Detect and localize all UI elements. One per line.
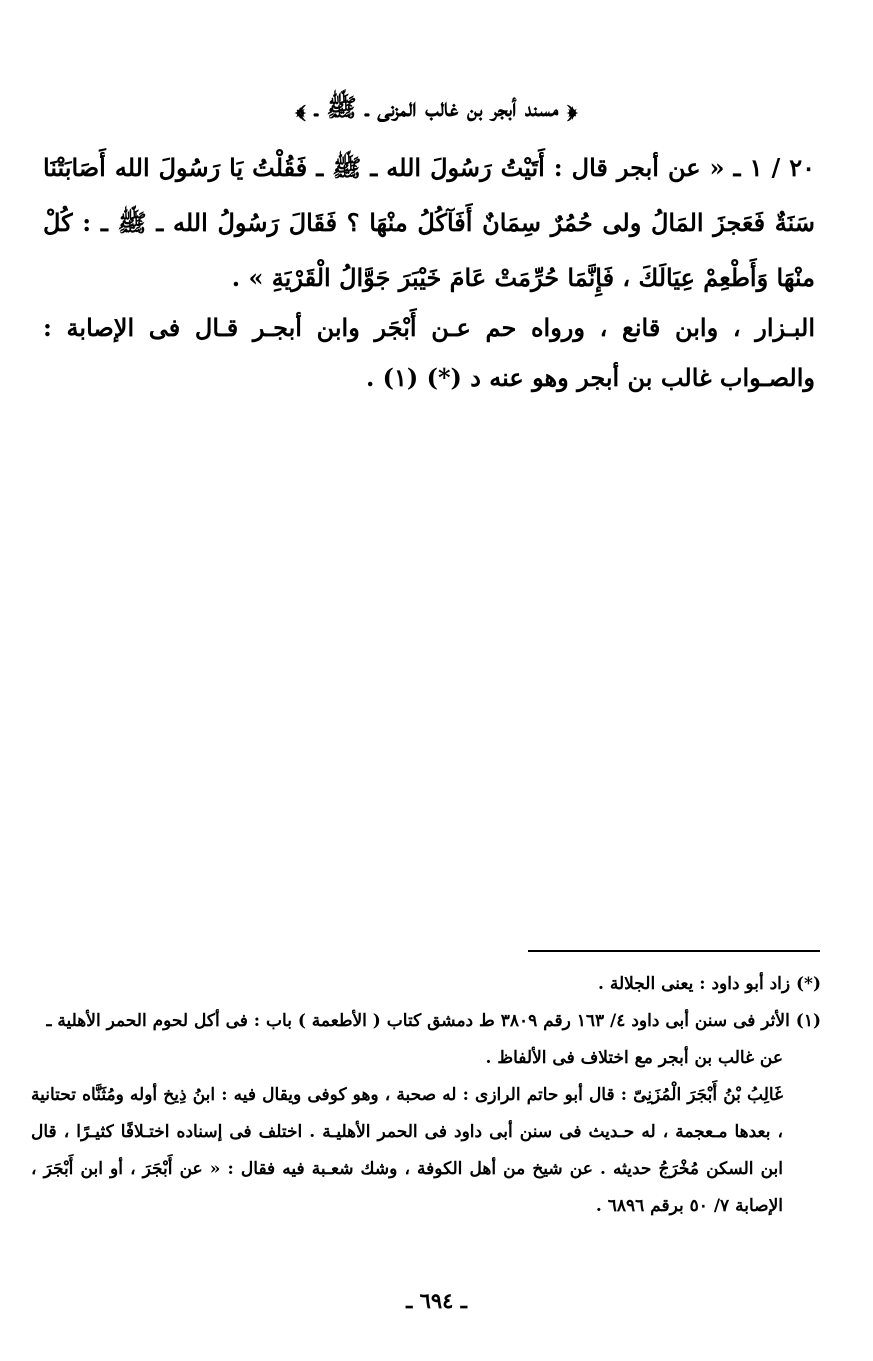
footnote-1: (١) الأثر فى سنن أبى داود ٤/ ١٦٣ رقم ٣٨٠٩ ط دمشق كتاب ( الأطعمة ) باب : فى أكل لحوم الحمر الأهلية ـ bbox=[46, 1011, 821, 1031]
hadith-source-text: البـزار ، وابن قانع ، ورواه حم عـن أَبْجَر وابن أبجـر قـال فى الإصابة : والصـواب غالب بن أبجر وهو عنه د (*) (١) . bbox=[43, 313, 815, 392]
footnote-divider bbox=[528, 950, 820, 952]
footnote-biography: غَالِبُ بْنُ أَبْجَرَ الْمُزَنِىّ : قال أبو حاتم الرازى : له صحبة ، وهو كوفى ويقال فيه : ابنُ ذِيخ أوله ومُثَنَّاه تحتانية ، بعدها مـعجمة ، له حـديث فى سنن أبى داود فى الحمر الأهليـة . اختلف فى إسناده اختـلافًا كثيـرًا ، قال ابن السكن مُخْرَجُ حديثه . عن شيخ من أهل الكوفة ، وشك شعـبة فيه فقال : « عن أَبْجَرَ ، أو ابن أَبْجَرَ ، الإصابة ٧/ ٥٠ برقم ٦٨٩٦ . bbox=[31, 1085, 783, 1216]
section-heading: ﴿ مسند أبجر بن غالب المزنى ـ ﷺ ـ ﴾ bbox=[295, 93, 578, 122]
footnotes bbox=[31, 966, 821, 1225]
footnote-star: (*) زاد أبو داود : يعنى الجلالة . bbox=[598, 974, 821, 994]
footnote-1-continuation: عن غالب بن أبجر مع اختلاف فى الألفاظ . bbox=[485, 1048, 783, 1068]
page-number: ـ ٦٩٤ ـ bbox=[406, 1288, 467, 1313]
hadith-text: ٢٠ / ١ ـ « عن أبجر قال : أَتَيْتُ رَسُولَ الله ـ ﷺ ـ فَقُلْتُ يَا رَسُولَ الله أَصَابَتْنَا سَنَةٌ فَعَجزَ المَالُ ولى حُمُرٌ سِمَانٌ أَفَآكُلُ منْهَا ؟ فَقَالَ رَسُولُ الله ـ ﷺ ـ : كُلْ منْهَا وَأَطْعِمْ عِيَالَكَ ، فَإِنَّمَا حُرِّمَتْ عَامَ خَيْبَرَ جَوَّالُ الْقَرْيَةِ » . bbox=[43, 153, 815, 292]
